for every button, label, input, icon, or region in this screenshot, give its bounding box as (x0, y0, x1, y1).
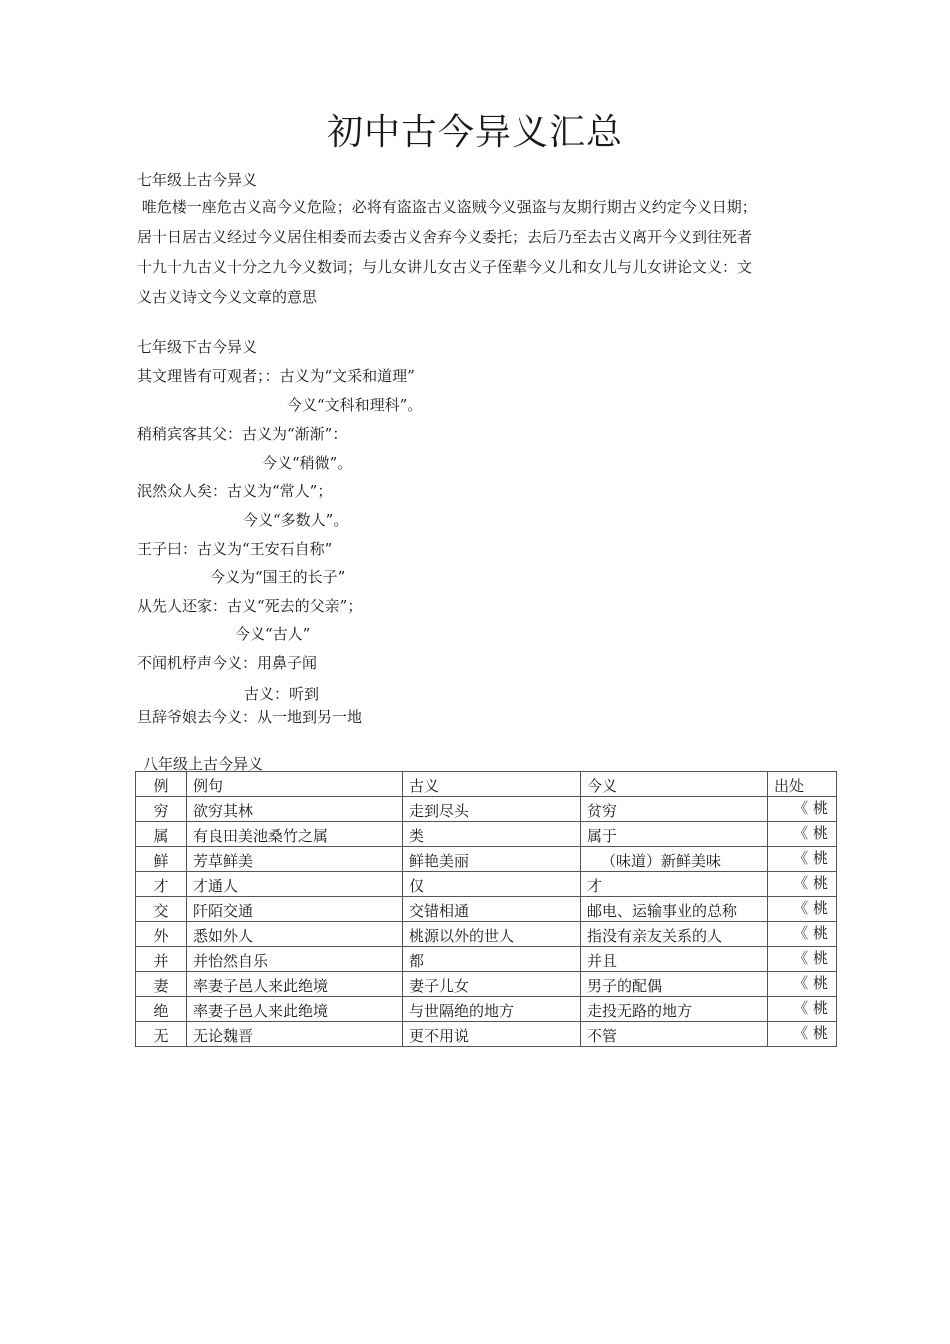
page-title: 初中古今异义汇总 (326, 112, 623, 153)
sentence-cell: 才通人 (187, 872, 403, 897)
entry-line: 古义：听到 (244, 685, 320, 703)
source-cell: 《 桃 (768, 822, 837, 847)
sentence-cell: 欲穷其林 (187, 797, 403, 822)
entry-line: 今义“多数人”。 (243, 511, 349, 529)
word-cell: 妻 (136, 972, 187, 997)
sentence-cell: 并怡然自乐 (187, 947, 403, 972)
column-header: 例句 (187, 772, 403, 797)
ancient-meaning-cell: 走到尽头 (403, 797, 581, 822)
ancient-meaning-cell: 鲜艳美丽 (403, 847, 581, 872)
entry-line: 今义“古人” (235, 625, 311, 643)
entry-line: 其文理皆有可观者；：古义为“文采和道理” (137, 367, 415, 385)
ancient-meaning-cell: 交错相通 (403, 897, 581, 922)
entry-line: 王子曰：古义为“王安石自称” (137, 540, 333, 558)
ancient-meaning-cell: 妻子儿女 (403, 972, 581, 997)
sentence-cell: 芳草鲜美 (187, 847, 403, 872)
word-cell: 交 (136, 897, 187, 922)
ancient-meaning-cell: 类 (403, 822, 581, 847)
grade7-up-paragraph (137, 192, 837, 312)
table-row (136, 922, 837, 947)
ancient-meaning-cell: 与世隔绝的地方 (403, 997, 581, 1022)
entry-line: 泯然众人矣：古义为“常人”； (137, 482, 333, 500)
column-header: 古义 (403, 772, 581, 797)
entry-line: 今义为“国王的长子” (210, 568, 346, 586)
modern-meaning-cell: 贫穷 (581, 797, 768, 822)
source-cell: 《 桃 (768, 972, 837, 997)
entry-line: 从先人还家：古义“死去的父亲”； (137, 597, 363, 615)
entry-line: 今义“文科和理科”。 (287, 396, 423, 414)
word-cell: 外 (136, 922, 187, 947)
modern-meaning-cell: 指没有亲友关系的人 (581, 922, 768, 947)
section-heading-grade7-down: 七年级下古今异义 (137, 338, 258, 356)
modern-meaning-cell: 邮电、运输事业的总称 (581, 897, 768, 922)
table-row (136, 947, 837, 972)
modern-meaning-cell: （味道）新鲜美味 (581, 847, 768, 872)
sentence-cell: 无论魏晋 (187, 1022, 403, 1047)
paragraph-line: 唯危楼一座危古义高今义危险；必将有盗盗古义盗贼今义强盗与友期行期古义约定今义日期； (137, 198, 757, 216)
table-row (136, 847, 837, 872)
entry-line: 不闻机杼声今义：用鼻子闻 (137, 654, 318, 672)
entry-line: 今义“稍微”。 (262, 454, 353, 472)
column-header: 例 (136, 772, 187, 797)
entry-line: 稍稍宾客其父：古义为“渐渐”： (137, 425, 348, 443)
table-header-row (136, 772, 837, 797)
table-row (136, 997, 837, 1022)
ancient-modern-table (135, 771, 837, 1047)
word-cell: 并 (136, 947, 187, 972)
sentence-cell: 率妻子邑人来此绝境 (187, 997, 403, 1022)
modern-meaning-cell: 走投无路的地方 (581, 997, 768, 1022)
section-heading-grade7-up: 七年级上古今异义 (137, 171, 258, 189)
paragraph-line: 十九十九古义十分之九今义数词；与儿女讲儿女古义子侄辈今义儿和女儿与儿女讲论文义：文 (137, 258, 753, 276)
word-cell: 无 (136, 1022, 187, 1047)
source-cell: 《 桃 (768, 1022, 837, 1047)
modern-meaning-cell: 属于 (581, 822, 768, 847)
paragraph-line: 义古义诗文今义文章的意思 (137, 288, 318, 306)
sentence-cell: 率妻子邑人来此绝境 (187, 972, 403, 997)
table-row (136, 822, 837, 847)
ancient-meaning-cell: 桃源以外的世人 (403, 922, 581, 947)
table-row (136, 797, 837, 822)
modern-meaning-cell: 才 (581, 872, 768, 897)
sentence-cell: 阡陌交通 (187, 897, 403, 922)
ancient-meaning-cell: 更不用说 (403, 1022, 581, 1047)
source-cell: 《 桃 (768, 997, 837, 1022)
modern-meaning-cell: 并且 (581, 947, 768, 972)
sentence-cell: 有良田美池桑竹之属 (187, 822, 403, 847)
ancient-meaning-cell: 仅 (403, 872, 581, 897)
table-row (136, 872, 837, 897)
entry-line: 旦辞爷娘去今义：从一地到另一地 (137, 708, 363, 726)
word-cell: 鲜 (136, 847, 187, 872)
word-cell: 才 (136, 872, 187, 897)
modern-meaning-cell: 男子的配偶 (581, 972, 768, 997)
paragraph-line: 居十日居古义经过今义居住相委而去委古义舍弃今义委托；去后乃至去古义离开今义到往死者 (137, 228, 753, 246)
ancient-meaning-cell: 都 (403, 947, 581, 972)
table-row (136, 897, 837, 922)
column-header: 出处 (768, 772, 837, 797)
section-heading-grade8-up: 八年级上古今异义 (143, 755, 264, 773)
source-cell: 《 桃 (768, 947, 837, 972)
source-cell: 《 桃 (768, 847, 837, 872)
source-cell: 《 桃 (768, 797, 837, 822)
source-cell: 《 桃 (768, 872, 837, 897)
table-row (136, 972, 837, 997)
word-cell: 属 (136, 822, 187, 847)
word-cell: 穷 (136, 797, 187, 822)
source-cell: 《 桃 (768, 897, 837, 922)
source-cell: 《 桃 (768, 922, 837, 947)
sentence-cell: 悉如外人 (187, 922, 403, 947)
column-header: 今义 (581, 772, 768, 797)
word-cell: 绝 (136, 997, 187, 1022)
table-row (136, 1022, 837, 1047)
modern-meaning-cell: 不管 (581, 1022, 768, 1047)
